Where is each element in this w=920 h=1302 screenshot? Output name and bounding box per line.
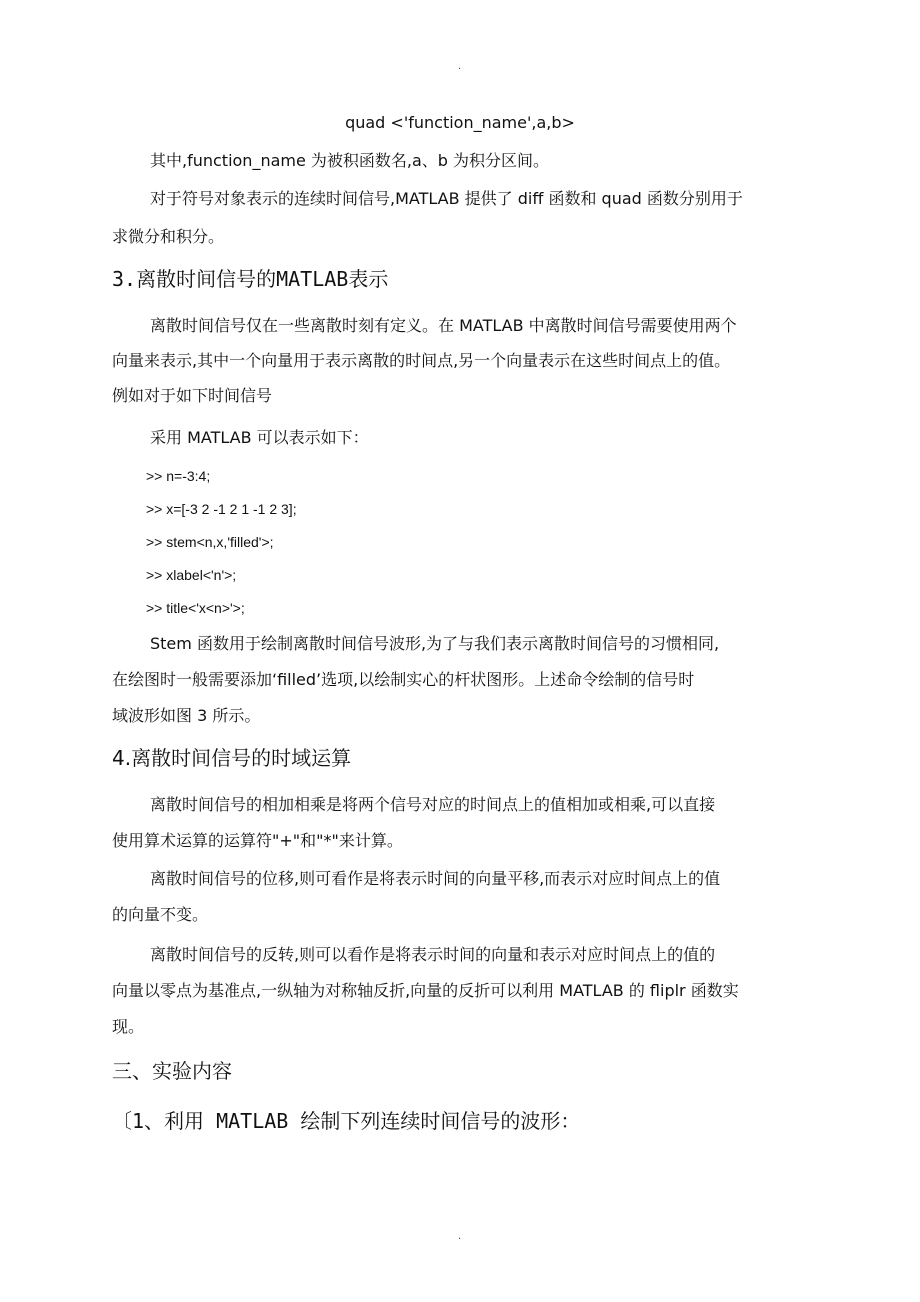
code-line: >> xlabel<'n'>; <box>146 567 237 583</box>
paragraph-flip-line1: 离散时间信号的反转,则可以看作是将表示时间的向量和表示对应时间点上的值的 <box>150 945 716 964</box>
heading-section-4: 4.离散时间信号的时域运算 <box>112 746 352 770</box>
paragraph-quad-description: 其中,function_name 为被积函数名,a、b 为积分区间。 <box>150 151 550 170</box>
code-line: >> stem<n,x,'filled'>; <box>146 534 274 550</box>
heading-experiment-content: 三、实验内容 <box>112 1059 232 1083</box>
paragraph-discrete-line1: 离散时间信号仅在一些离散时刻有定义。在 MATLAB 中离散时间信号需要使用两个 <box>150 316 737 335</box>
footer-mark: . <box>458 1231 462 1242</box>
paragraph-symbolic-line1: 对于符号对象表示的连续时间信号,MATLAB 提供了 diff 函数和 quad 函数分别用于 <box>150 189 743 208</box>
paragraph-stem-line1: Stem 函数用于绘制离散时间信号波形,为了与我们表示离散时间信号的习惯相同, <box>150 634 720 653</box>
quad-formula: quad <'function_name',a,b> <box>345 113 575 132</box>
paragraph-flip-line3: 现。 <box>112 1017 145 1036</box>
paragraph-discrete-line3: 例如对于如下时间信号 <box>112 386 273 405</box>
code-line: >> x=[-3 2 -1 2 1 -1 2 3]; <box>146 501 297 517</box>
paragraph-symbolic-line2: 求微分和积分。 <box>112 227 225 246</box>
paragraph-matlab-intro: 采用 MATLAB 可以表示如下： <box>150 428 369 447</box>
paragraph-stem-line2: 在绘图时一般需要添加‘filled’选项,以绘制实心的杆状图形。上述命令绘制的信号时 <box>112 670 695 689</box>
heading-task-1: 〔1、利用 MATLAB 绘制下列连续时间信号的波形： <box>112 1109 581 1133</box>
paragraph-shift-line2: 的向量不变。 <box>112 905 209 924</box>
paragraph-stem-line3: 域波形如图 3 所示。 <box>112 706 261 725</box>
paragraph-shift-line1: 离散时间信号的位移,则可看作是将表示时间的向量平移,而表示对应时间点上的值 <box>150 869 721 888</box>
paragraph-ops-line2: 使用算术运算的运算符"+"和"*"来计算。 <box>112 831 403 850</box>
paragraph-flip-line2: 向量以零点为基准点,一纵轴为对称轴反折,向量的反折可以利用 MATLAB 的 fliplr 函数实 <box>112 981 739 1000</box>
code-line: >> title<'x<n>'>; <box>146 600 245 616</box>
header-mark: . <box>458 61 462 72</box>
paragraph-discrete-line2: 向量来表示,其中一个向量用于表示离散的时间点,另一个向量表示在这些时间点上的值。 <box>112 351 731 370</box>
paragraph-ops-line1: 离散时间信号的相加相乘是将两个信号对应的时间点上的值相加或相乘,可以直接 <box>150 795 716 814</box>
code-line: >> n=-3:4; <box>146 468 211 484</box>
heading-section-3: 3.离散时间信号的MATLAB表示 <box>112 267 389 291</box>
